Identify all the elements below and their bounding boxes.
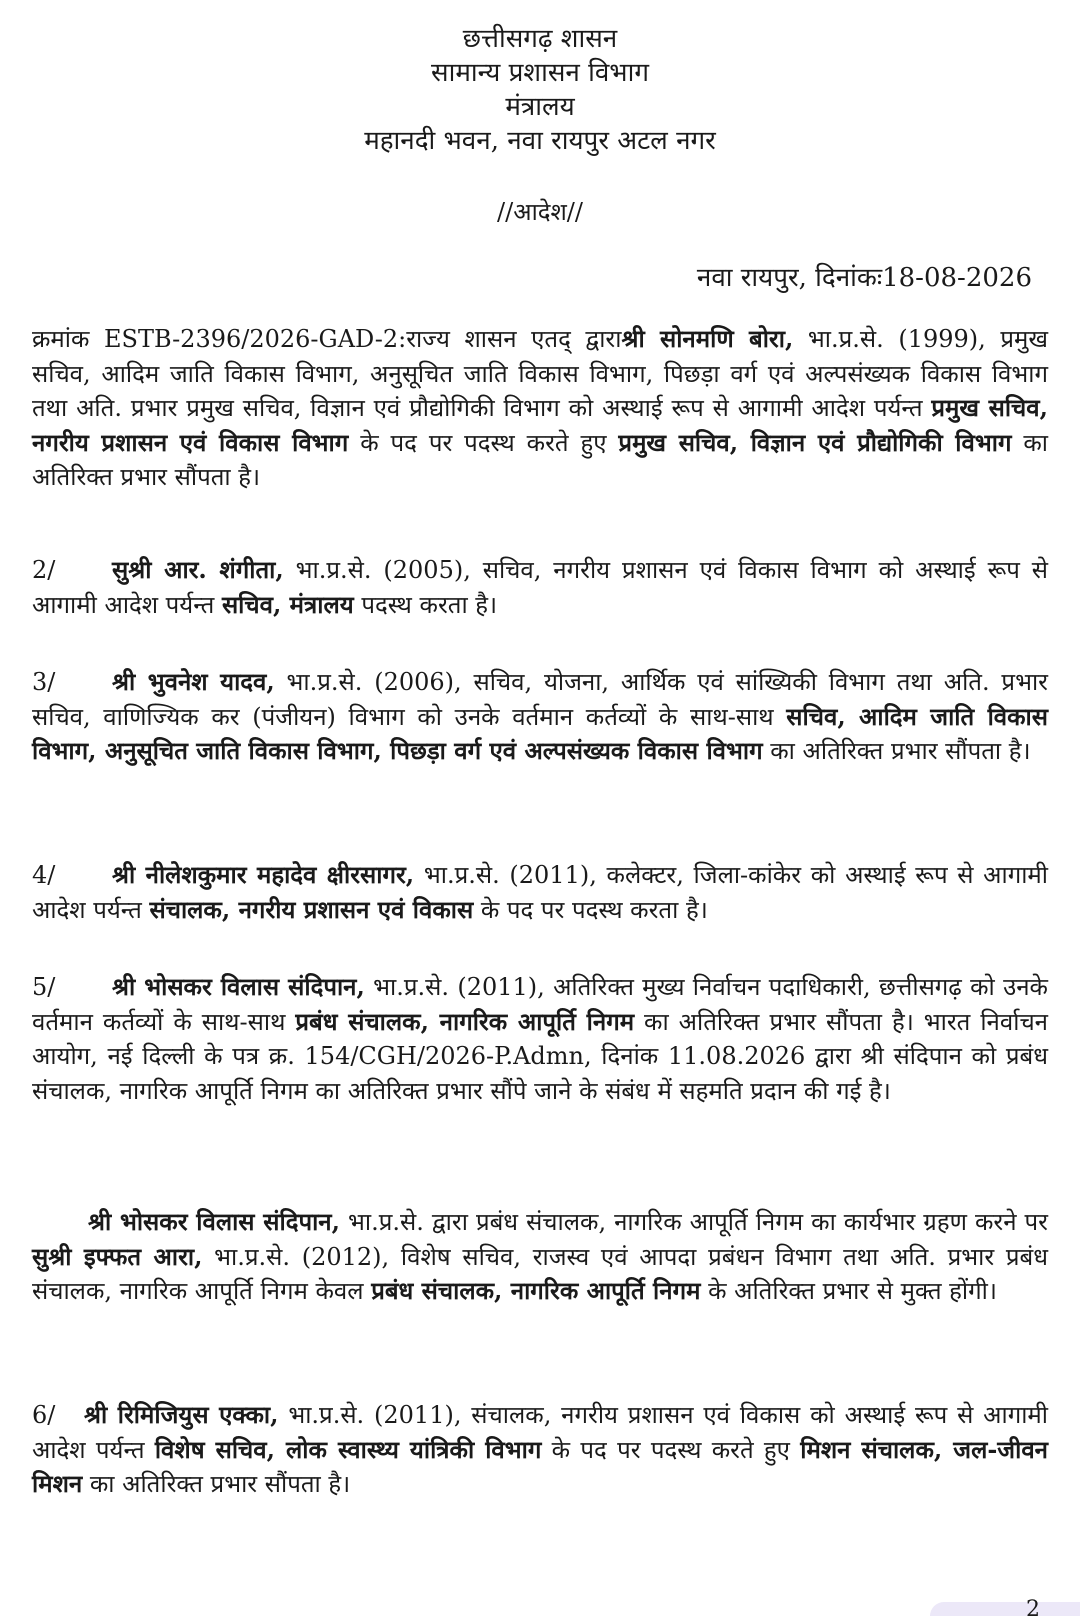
paragraph-1 xyxy=(32,322,1048,495)
p4-officer-name: श्री नीलेशकुमार महादेव क्षीरसागर, xyxy=(112,860,415,889)
p6-number: 6/ xyxy=(32,1401,56,1429)
p5-additional-charge: प्रबंध संचालक, नागरिक आपूर्ति निगम xyxy=(295,1006,635,1036)
p4-posting: संचालक, नगरीय प्रशासन एवं विकास xyxy=(149,894,474,924)
p5-number: 5/ xyxy=(32,973,56,1001)
p4-number: 4/ xyxy=(32,861,56,889)
page-number: 2 xyxy=(1026,1597,1040,1622)
p1-text-g: का अतिरिक्त प्रभार सौंपता है। xyxy=(32,428,1049,491)
header-government: छत्तीसगढ़ शासन xyxy=(462,24,618,54)
paragraph-5-continued xyxy=(32,1205,1048,1309)
p5b-charge: प्रबंध संचालक, नागरिक आपूर्ति निगम xyxy=(371,1276,701,1305)
p3-officer-name: श्री भुवनेश यादव, xyxy=(112,667,275,696)
p1-posting: प्रमुख सचिव, नगरीय प्रशासन एवं विकास विभाग xyxy=(32,393,1048,457)
p4-text-d: के पद पर पदस्थ करता है। xyxy=(473,895,708,924)
p5b-text-f: के अतिरिक्त प्रभार से मुक्त होंगी। xyxy=(700,1277,997,1305)
scroll-indicator xyxy=(930,1602,1080,1616)
p1-text-a: क्रमांक ESTB-2396/2026-GAD-2:राज्य शासन एतद् द्वारा xyxy=(32,325,622,353)
order-title: //आदेश// xyxy=(497,198,583,226)
letterhead xyxy=(0,22,1080,158)
paragraph-4 xyxy=(32,858,1048,927)
paragraph-6 xyxy=(32,1398,1048,1502)
p6-text-f: का अतिरिक्त प्रभार सौंपता है। xyxy=(82,1470,351,1498)
p1-text-e: के पद पर पदस्थ करते हुए xyxy=(348,428,619,457)
paragraph-2 xyxy=(32,553,1048,622)
header-address: महानदी भवन, नवा रायपुर अटल नगर xyxy=(364,126,716,156)
p6-text-b: भा.प्र.से. (2011), संचालक, नगरीय प्रशासन एवं विकास को अस्थाई रूप से आगामी आदेश पर्यन्त xyxy=(32,1401,1049,1464)
p5b-text-d: भा.प्र.से. (2012), विशेष सचिव, राजस्व एवं आपदा प्रबंधन विभाग तथा अति. प्रभार प्रबंध संचालक, नागरिक आपूर्ति निगम केवल xyxy=(32,1242,1048,1305)
p6-officer-name: श्री रिमिजियुस एक्का, xyxy=(84,1400,279,1429)
p2-posting: सचिव, मंत्रालय xyxy=(221,589,354,619)
p5-officer-name: श्री भोसकर विलास संदिपान, xyxy=(112,972,365,1001)
p2-text-d: पदस्थ करता है। xyxy=(353,590,498,619)
p2-officer-name: सुश्री आर. शंगीता, xyxy=(112,555,284,584)
p3-number: 3/ xyxy=(32,668,56,696)
p2-number: 2/ xyxy=(32,556,56,584)
p1-text-c: भा.प्र.से. (1999), प्रमुख सचिव, आदिम जाति विकास विभाग, अनुसूचित जाति विकास विभाग, पिछड़ा वर्ग एवं अल्पसंख्यक विकास विभाग तथा अति. प्रभार प्रमुख सचिव, विज्ञान एवं प्रौद्योगिकी विभाग को अस्थाई रूप से आगामी आदेश पर्यन्त xyxy=(32,325,1048,422)
paragraph-5 xyxy=(32,970,1048,1108)
p5b-officer-name: श्री भोसकर विलास संदिपान, xyxy=(88,1207,340,1236)
p1-additional-charge: प्रमुख सचिव, विज्ञान एवं प्रौद्योगिकी विभाग xyxy=(618,427,1012,457)
p4-text-b: भा.प्र.से. (2011), कलेक्टर, जिला-कांकेर को अस्थाई रूप से आगामी आदेश पर्यन्त xyxy=(32,861,1049,924)
dateline: नवा रायपुर, दिनांकः18-08-2026 xyxy=(696,263,1032,293)
p5b-text-b: भा.प्र.से. द्वारा प्रबंध संचालक, नागरिक आपूर्ति निगम का कार्यभार ग्रहण करने पर xyxy=(339,1208,1048,1236)
header-ministry: मंत्रालय xyxy=(505,92,575,122)
p6-posting: विशेष सचिव, लोक स्वास्थ्य यांत्रिकी विभाग xyxy=(154,1434,542,1464)
p5-text-b: भा.प्र.से. (2011), अतिरिक्त मुख्य निर्वाचन पदाधिकारी, छत्तीसगढ़ को उनके वर्तमान कर्तव्यों के साथ-साथ xyxy=(32,973,1048,1036)
p6-text-d: के पद पर पदस्थ करते हुए xyxy=(541,1435,801,1464)
p5b-relieved-officer: सुश्री इफ्फत आरा, xyxy=(32,1241,203,1271)
p3-text-b: भा.प्र.से. (2006), सचिव, योजना, आर्थिक एवं सांख्यिकी विभाग तथा अति. प्रभार सचिव, वाणिज्यिक कर (पंजीयन) विभाग को उनके वर्तमान कर्तव्यों के साथ-साथ xyxy=(32,668,1048,731)
p6-additional-charge: मिशन संचालक, जल-जीवन मिशन xyxy=(32,1434,1048,1498)
p3-text-d: का अतिरिक्त प्रभार सौंपता है। xyxy=(762,737,1031,765)
p1-officer-name: श्री सोनमणि बोरा, xyxy=(621,324,794,353)
header-department: सामान्य प्रशासन विभाग xyxy=(431,58,649,88)
paragraph-3 xyxy=(32,665,1048,769)
p3-additional-charge: सचिव, आदिम जाति विकास विभाग, अनुसूचित जाति विकास विभाग, पिछड़ा वर्ग एवं अल्पसंख्यक विकास विभाग xyxy=(32,701,1049,765)
p2-text-b: भा.प्र.से. (2005), सचिव, नगरीय प्रशासन एवं विकास विभाग को अस्थाई रूप से आगामी आदेश पर्यन्त xyxy=(32,556,1048,619)
p5-text-d: का अतिरिक्त प्रभार सौंपता है। भारत निर्वाचन आयोग, नई दिल्ली के पत्र क्र. 154/CGH/2026-P.Admn, दिनांक 11.08.2026 द्वारा श्री संदिपान को प्रबंध संचालक, नागरिक आपूर्ति निगम का अतिरिक्त प्रभार सौंपे जाने के संबंध में सहमति प्रदान की गई है। xyxy=(32,1007,1048,1105)
